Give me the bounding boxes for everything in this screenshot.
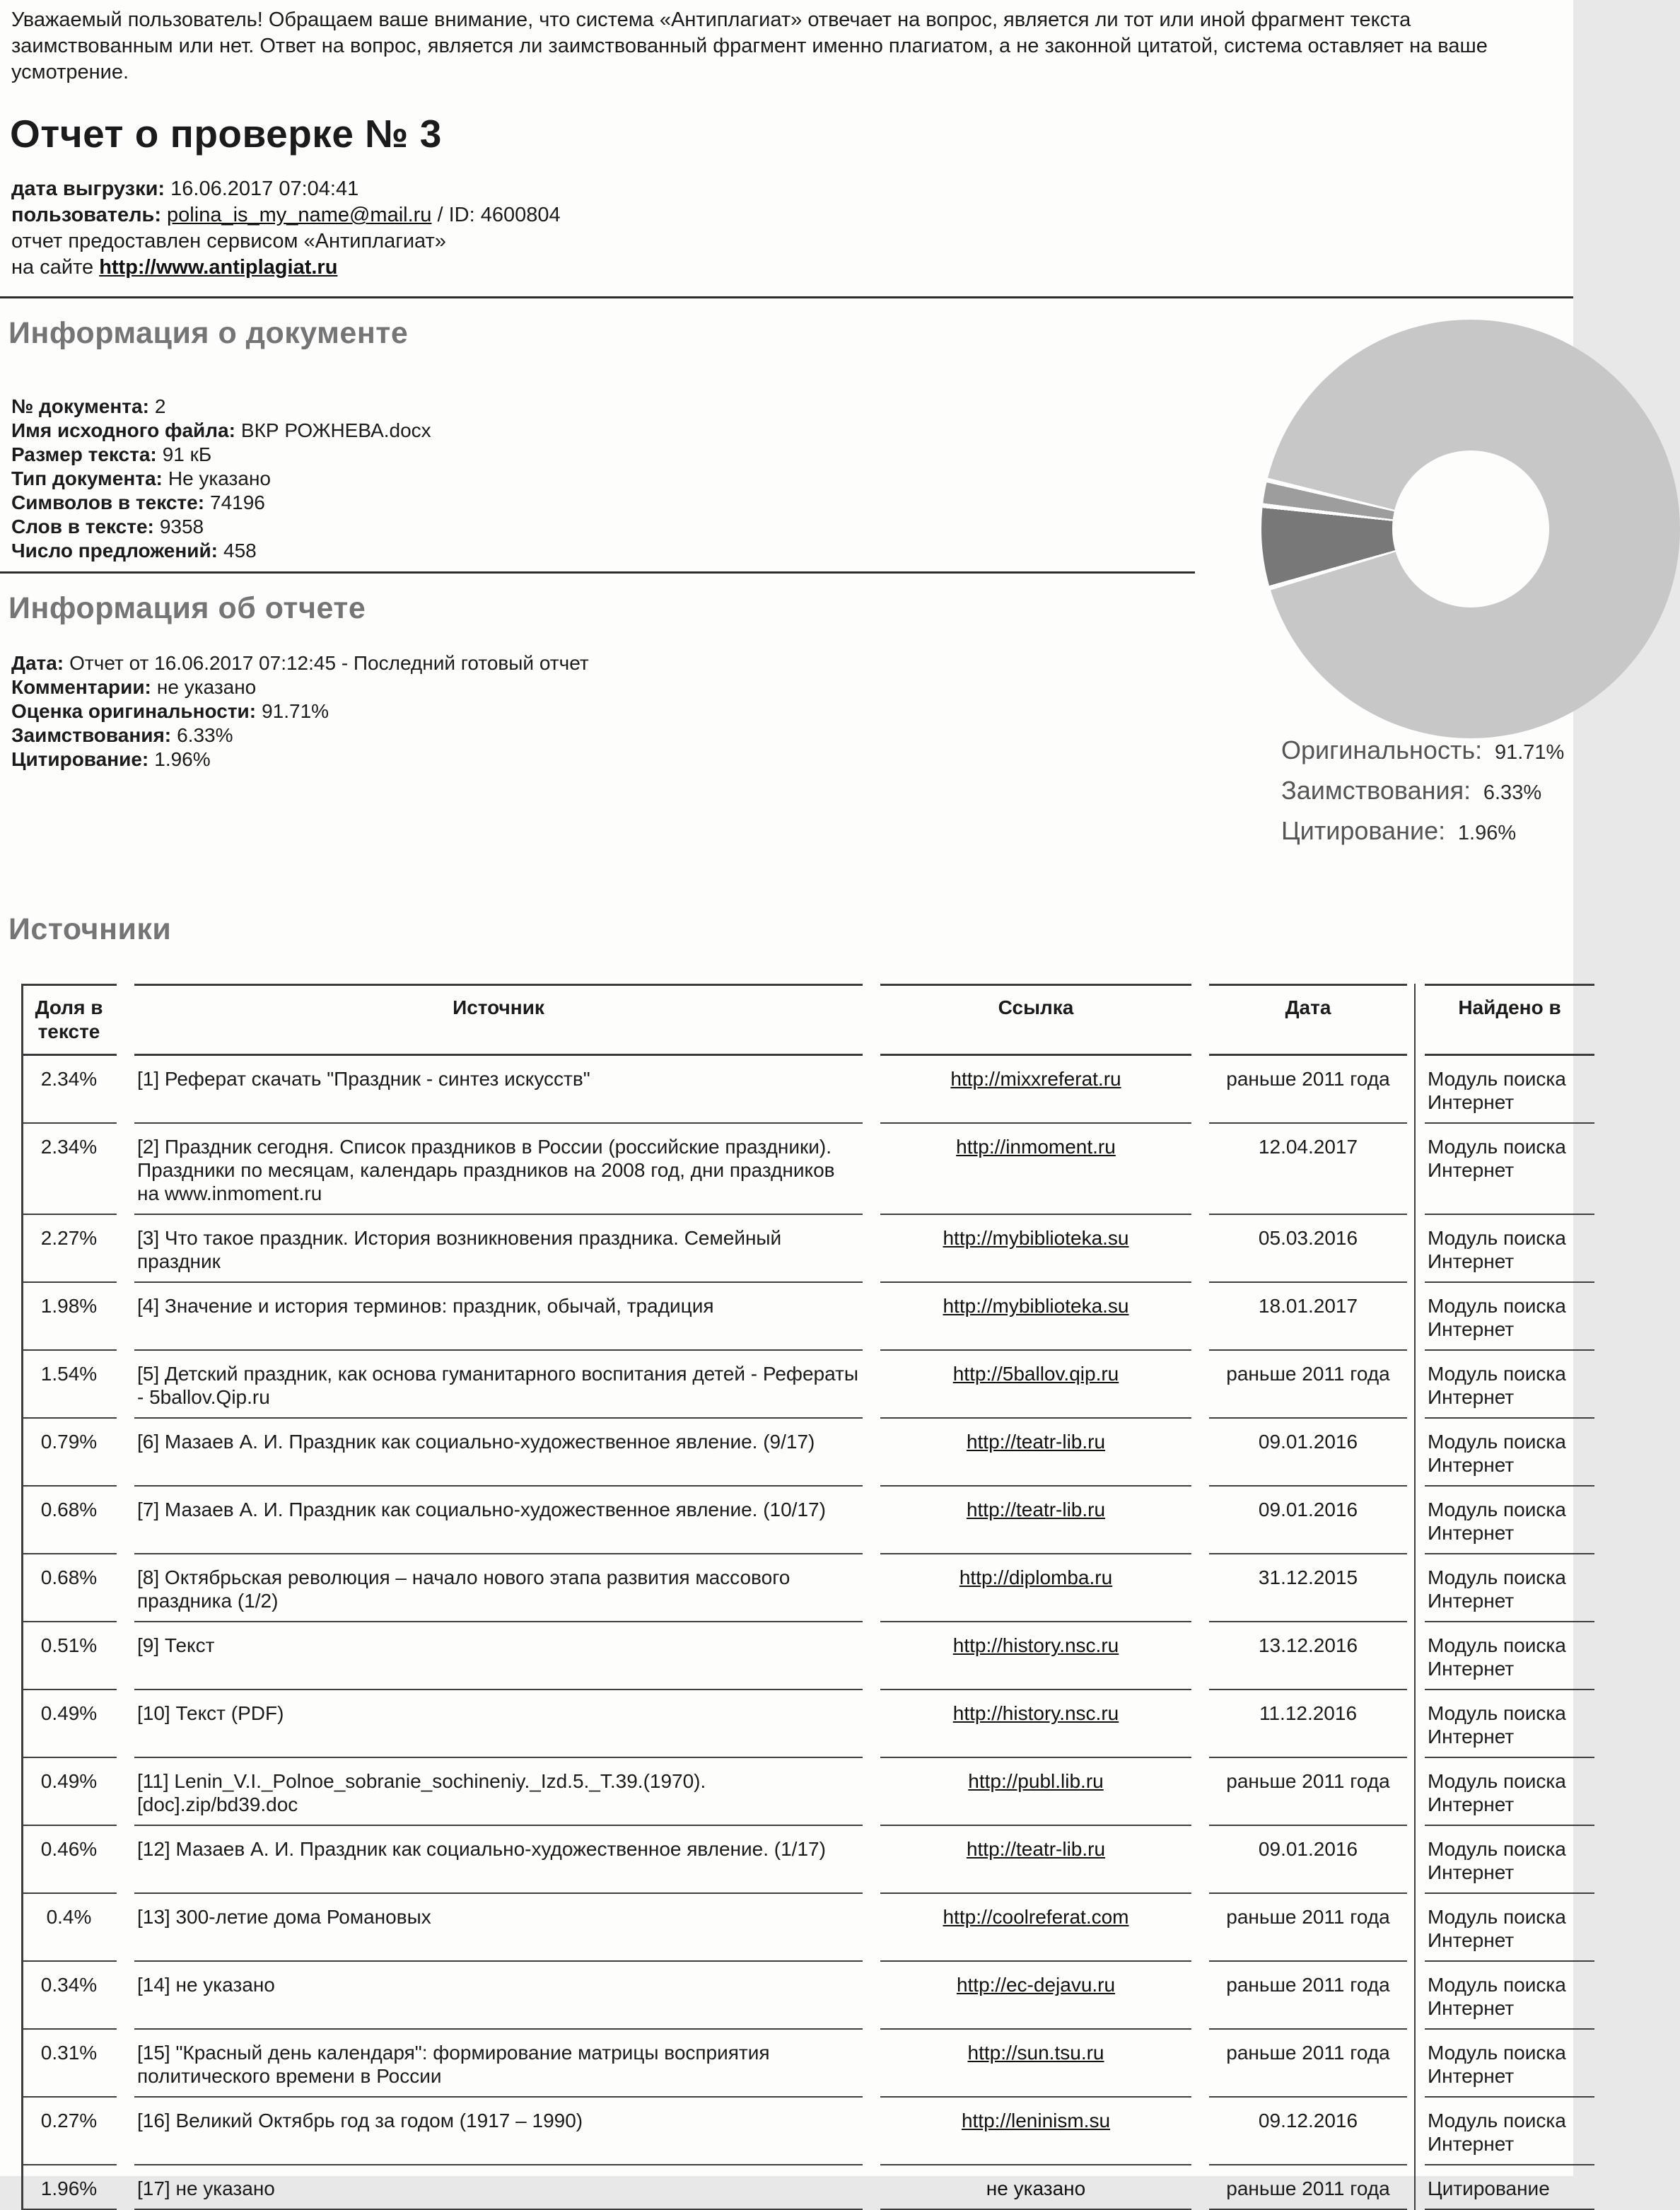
legend-item: [1281, 776, 1564, 805]
report-info-heading: Информация об отчете: [8, 591, 366, 625]
field-label: Число предложений:: [11, 540, 218, 562]
source-share: 0.49%: [21, 1690, 117, 1758]
source-link-cell: [880, 1283, 1191, 1351]
source-link[interactable]: http://diplomba.ru: [959, 1566, 1113, 1588]
field-label: Имя исходного файла:: [11, 419, 235, 441]
source-title: [9] Текст: [134, 1622, 863, 1690]
source-link[interactable]: http://teatr-lib.ru: [966, 1431, 1106, 1453]
source-row: [21, 1056, 1594, 1124]
source-row: [21, 1215, 1594, 1283]
source-row: [21, 2030, 1594, 2098]
source-found-in: Модуль поиска Интернет: [1425, 1826, 1594, 1894]
source-title: [10] Текст (PDF): [134, 1690, 863, 1758]
source-found-in: Модуль поиска Интернет: [1425, 1351, 1594, 1419]
source-title: [4] Значение и история терминов: праздник, обычай, традиция: [134, 1283, 863, 1351]
column-header-source: Источник: [134, 984, 863, 1056]
divider-top: [0, 296, 1573, 298]
legend-item: [1281, 816, 1564, 845]
field-value: Не указано: [168, 467, 271, 489]
source-title: [17] не указано: [134, 2165, 863, 2210]
source-found-in: Модуль поиска Интернет: [1425, 1056, 1594, 1124]
source-link[interactable]: http://mybiblioteka.su: [943, 1295, 1129, 1317]
source-title: [11] Lenin_V.I._Polnoe_sobranie_sochineniy._Izd.5._T.39.(1970).[doc].zip/bd39.doc: [134, 1758, 863, 1826]
source-row: [21, 1554, 1594, 1622]
field-value: 91 кБ: [162, 443, 212, 465]
source-link-cell: [880, 1554, 1191, 1622]
source-share: 0.68%: [21, 1487, 117, 1554]
column-header-date: Дата: [1209, 984, 1407, 1056]
legend-item: [1281, 735, 1565, 764]
source-title: [13] 300-летие дома Романовых: [134, 1894, 863, 1962]
source-link-cell: [880, 2098, 1191, 2165]
upload-date-label: дата выгрузки:: [11, 178, 165, 200]
field-label: Дата:: [11, 652, 64, 674]
source-link-cell: [880, 2165, 1191, 2210]
source-link-cell: [880, 1487, 1191, 1554]
field-value: 1.96%: [154, 748, 211, 770]
source-row: [21, 1124, 1594, 1215]
source-row: [21, 1283, 1594, 1351]
source-link[interactable]: http://publ.lib.ru: [968, 1770, 1104, 1792]
source-row: [21, 1758, 1594, 1826]
source-share: 0.49%: [21, 1758, 117, 1826]
field-label: Комментарии:: [11, 676, 151, 698]
column-header-link: Ссылка: [880, 984, 1191, 1056]
field-value: Отчет от 16.06.2017 07:12:45 - Последний готовый отчет: [69, 652, 589, 674]
source-link[interactable]: http://teatr-lib.ru: [966, 1838, 1106, 1860]
source-found-in: Модуль поиска Интернет: [1425, 1215, 1594, 1283]
source-link-cell: [880, 1056, 1191, 1124]
source-share: 0.68%: [21, 1554, 117, 1622]
source-found-in: Модуль поиска Интернет: [1425, 1962, 1594, 2030]
field-label: Цитирование:: [11, 748, 149, 770]
source-row: [21, 1962, 1594, 2030]
source-found-in: Модуль поиска Интернет: [1425, 1124, 1594, 1215]
source-link-cell: [880, 1351, 1191, 1419]
source-link[interactable]: http://history.nsc.ru: [952, 1702, 1119, 1724]
source-link[interactable]: http://coolreferat.com: [943, 1906, 1129, 1928]
field-label: Тип документа:: [11, 467, 163, 489]
source-row: [21, 2098, 1594, 2165]
field-label: Оценка оригинальности:: [11, 700, 257, 722]
source-date: раньше 2011 года: [1209, 1962, 1407, 2030]
source-title: [6] Мазаев А. И. Праздник как социально-художественное явление. (9/17): [134, 1419, 863, 1487]
source-link-cell: [880, 1419, 1191, 1487]
source-date: 05.03.2016: [1209, 1215, 1407, 1283]
report-info-field: [11, 699, 1573, 723]
upload-date-value: 16.06.2017 07:04:41: [170, 178, 359, 200]
column-header-found-in: Найдено в: [1425, 984, 1594, 1056]
source-link[interactable]: http://history.nsc.ru: [952, 1634, 1119, 1656]
source-share: 0.79%: [21, 1419, 117, 1487]
source-title: [2] Праздник сегодня. Список праздников в России (российские праздники). Праздники по месяцам, календарь праздников на 2008 год, дни праздников на www.inmoment.ru: [134, 1124, 863, 1215]
source-found-in: Модуль поиска Интернет: [1425, 1622, 1594, 1690]
source-share: 1.54%: [21, 1351, 117, 1419]
source-share: 2.27%: [21, 1215, 117, 1283]
source-share: 0.4%: [21, 1894, 117, 1962]
legend-label: Оригинальность:: [1281, 735, 1483, 764]
source-link[interactable]: http://mixxreferat.ru: [950, 1068, 1121, 1090]
field-label: Символов в тексте:: [11, 492, 205, 513]
source-date: 09.01.2016: [1209, 1419, 1407, 1487]
source-title: [15] "Красный день календаря": формирование матрицы восприятия политического времени в России: [134, 2030, 863, 2098]
source-link[interactable]: http://ec-dejavu.ru: [956, 1974, 1116, 1996]
source-found-in: Модуль поиска Интернет: [1425, 1554, 1594, 1622]
legend-value: 91.71%: [1494, 741, 1565, 764]
source-found-in: Модуль поиска Интернет: [1425, 1487, 1594, 1554]
provided-by-line: отчет предоставлен сервисом «Антиплагиат»: [11, 230, 446, 252]
source-link[interactable]: http://mybiblioteka.su: [943, 1227, 1129, 1249]
source-share: 2.34%: [21, 1056, 117, 1124]
source-date: 09.01.2016: [1209, 1487, 1407, 1554]
source-share: 0.51%: [21, 1622, 117, 1690]
field-value: 9358: [159, 516, 204, 537]
document-info-heading: Информация о документе: [8, 316, 409, 350]
source-title: [8] Октябрьская революция – начало нового этапа развития массового праздника (1/2): [134, 1554, 863, 1622]
source-row: [21, 1894, 1594, 1962]
sources-heading: Источники: [8, 912, 172, 946]
source-date: раньше 2011 года: [1209, 1351, 1407, 1419]
source-found-in: Модуль поиска Интернет: [1425, 1758, 1594, 1826]
source-share: 2.34%: [21, 1124, 117, 1215]
source-link[interactable]: http://teatr-lib.ru: [966, 1499, 1106, 1520]
source-link[interactable]: http://leninism.su: [961, 2110, 1111, 2132]
user-id: / ID: 4600804: [437, 204, 561, 226]
legend-label: Заимствования:: [1281, 776, 1471, 805]
source-link-cell: [880, 1215, 1191, 1283]
source-found-in: Цитирование: [1425, 2165, 1594, 2210]
source-date: 13.12.2016: [1209, 1622, 1407, 1690]
source-link-cell: [880, 1690, 1191, 1758]
source-link[interactable]: не указано: [986, 2177, 1086, 2199]
source-found-in: Модуль поиска Интернет: [1425, 1419, 1594, 1487]
source-found-in: Модуль поиска Интернет: [1425, 1283, 1594, 1351]
legend-value: 6.33%: [1483, 781, 1542, 804]
source-link-cell: [880, 2030, 1191, 2098]
source-date: раньше 2011 года: [1209, 1894, 1407, 1962]
source-date: раньше 2011 года: [1209, 2165, 1407, 2210]
source-date: 09.01.2016: [1209, 1826, 1407, 1894]
site-label: на сайте: [11, 256, 94, 279]
source-row: [21, 1419, 1594, 1487]
source-title: [16] Великий Октябрь год за годом (1917 – 1990): [134, 2098, 863, 2165]
user-email-link[interactable]: polina_is_my_name@mail.ru: [167, 204, 432, 226]
legend-label: Цитирование:: [1281, 816, 1446, 845]
source-row: [21, 1622, 1594, 1690]
field-label: Размер текста:: [11, 443, 157, 465]
pie-chart-hole: [1392, 450, 1549, 607]
sources-table: [21, 984, 1594, 2210]
column-header-share: Доля в тексте: [21, 984, 117, 1056]
source-found-in: Модуль поиска Интернет: [1425, 2030, 1594, 2098]
disclaimer-text: Уважаемый пользователь! Обращаем ваше внимание, что система «Антиплагиат» отвечает на вопрос, является ли тот или иной фрагмент текста заимствованным или нет. Ответ на вопрос, является ли заимствованный фрагмент именно плагиатом, а не законной цитатой, система оставляет на ваше усмотрение.: [11, 8, 1488, 83]
field-label: Слов в тексте:: [11, 516, 154, 537]
field-label: Заимствования:: [11, 724, 172, 746]
source-row: [21, 1690, 1594, 1758]
field-value: 91.71%: [262, 700, 329, 722]
legend-value: 1.96%: [1457, 822, 1517, 844]
source-link-cell: [880, 1622, 1191, 1690]
source-title: [12] Мазаев А. И. Праздник как социально-художественное явление. (1/17): [134, 1826, 863, 1894]
site-url-link[interactable]: http://www.antiplagiat.ru: [99, 256, 338, 279]
user-label: пользователь:: [11, 204, 161, 226]
source-date: 31.12.2015: [1209, 1554, 1407, 1622]
source-title: [1] Реферат скачать "Праздник - синтез искусств": [134, 1056, 863, 1124]
source-date: 09.12.2016: [1209, 2098, 1407, 2165]
source-share: 0.46%: [21, 1826, 117, 1894]
source-date: 12.04.2017: [1209, 1124, 1407, 1215]
source-share: 0.27%: [21, 2098, 117, 2165]
source-row: [21, 2165, 1594, 2210]
source-link-cell: [880, 1894, 1191, 1962]
source-row: [21, 1351, 1594, 1419]
source-row: [21, 1487, 1594, 1554]
upload-date-line: [11, 176, 1573, 202]
source-share: 0.31%: [21, 2030, 117, 2098]
field-value: 458: [223, 540, 257, 562]
source-link[interactable]: http://5ballov.qip.ru: [952, 1363, 1119, 1385]
source-title: [3] Что такое праздник. История возникновения праздника. Семейный праздник: [134, 1215, 863, 1283]
source-link-cell: [880, 1826, 1191, 1894]
field-value: не указано: [156, 676, 257, 698]
source-share: 1.98%: [21, 1283, 117, 1351]
source-date: раньше 2011 года: [1209, 2030, 1407, 2098]
field-value: 2: [154, 395, 166, 417]
field-value: 74196: [210, 492, 265, 513]
source-found-in: Модуль поиска Интернет: [1425, 1894, 1594, 1962]
source-link[interactable]: http://sun.tsu.ru: [967, 2042, 1104, 2064]
source-date: 18.01.2017: [1209, 1283, 1407, 1351]
source-share: 0.34%: [21, 1962, 117, 2030]
report-meta: [11, 176, 1573, 281]
source-title: [5] Детский праздник, как основа гуманитарного воспитания детей - Рефераты - 5ballov.Qip.ru: [134, 1351, 863, 1419]
source-share: 1.96%: [21, 2165, 117, 2210]
source-date: раньше 2011 года: [1209, 1056, 1407, 1124]
source-link[interactable]: http://inmoment.ru: [956, 1136, 1116, 1158]
source-link-cell: [880, 1962, 1191, 2030]
source-found-in: Модуль поиска Интернет: [1425, 2098, 1594, 2165]
pie-chart: [1261, 320, 1680, 738]
field-value: 6.33%: [177, 724, 233, 746]
source-link-cell: [880, 1124, 1191, 1215]
source-found-in: Модуль поиска Интернет: [1425, 1690, 1594, 1758]
source-date: 11.12.2016: [1209, 1690, 1407, 1758]
site-line: [11, 255, 1573, 281]
divider-middle: [0, 571, 1195, 574]
source-title: [7] Мазаев А. И. Праздник как социально-художественное явление. (10/17): [134, 1487, 863, 1554]
pie-legend: [1281, 735, 1565, 859]
source-title: [14] не указано: [134, 1962, 863, 2030]
field-label: № документа:: [11, 395, 149, 417]
source-row: [21, 1826, 1594, 1894]
field-value: ВКР РОЖНЕВА.docx: [240, 419, 431, 441]
user-line: [11, 202, 1573, 228]
sources-table-header: [21, 984, 1594, 1056]
page-title: Отчет о проверке № 3: [10, 112, 442, 156]
source-date: раньше 2011 года: [1209, 1758, 1407, 1826]
source-link-cell: [880, 1758, 1191, 1826]
